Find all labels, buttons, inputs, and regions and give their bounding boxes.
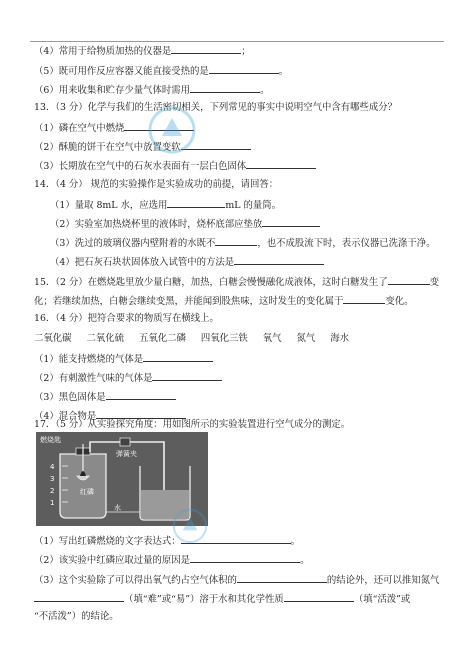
q14-item2: （2）实验室加热烧杯里的液体时，烧杯底部应垫放: [50, 216, 320, 231]
header-rule: [30, 41, 444, 42]
spring-clamp: [120, 438, 130, 446]
q17-item3-line2: （填“难”或“易”）溶于水和其化学性质 （填“活泼”或: [34, 591, 410, 606]
q16-item3: （3）黑色固体是: [34, 389, 176, 404]
q15-line2: 化；若继续加热，白糖会继续变黑，并能闻到股焦味，这时发生的变化属于 变化。: [34, 293, 414, 308]
clamp-label: 弹簧夹: [116, 450, 137, 458]
q13-item3: （3）长期放在空气中的石灰水表面有一层白色固体: [34, 158, 316, 173]
q16-stem: 16．（4 分）把符合要求的物质写在横线上。: [34, 313, 219, 324]
q14-item1: （1）量取 8mL 水，应选用 mL 的量筒。: [50, 197, 281, 212]
phosphorus-label: 红磷: [80, 488, 94, 496]
q13-stem: 13．（3 分）化学与我们的生活密切相关，下列常见的事实中说明空气中含有哪些成分？: [34, 102, 398, 113]
substance: 氧气: [262, 333, 282, 344]
substance: 二氧化硫: [86, 333, 125, 344]
q14-stem: 14．（4 分） 规范的实验操作是实验成功的前提，请回答：: [34, 179, 279, 190]
substance: 五氧化二磷: [139, 333, 186, 344]
watermark-logo-icon: [168, 504, 212, 548]
q17-item2: （2）该实验中红磷应取过量的原因是 。: [34, 552, 309, 567]
substance: 二氧化碳: [34, 333, 72, 344]
q17-item3-line3: “不活泼”）的结论。: [34, 611, 119, 622]
answer-blank[interactable]: [234, 254, 324, 265]
q14-item4: （4）把石灰石块状固体放入试管中的方法是: [50, 254, 324, 269]
answer-blank[interactable]: [237, 572, 327, 583]
q15-line1: 15．（2 分）在燃烧匙里放少量白糖，加热，白糖会慢慢融化成液体，这时白糖发生了 变: [34, 274, 439, 289]
q17-item1: （1）写出红磷燃烧的文字表达式： 。: [34, 533, 300, 548]
q12-item6: （6）用来收集和贮存少量气体时需用 。: [34, 82, 269, 97]
q17-item3-line1: （3）这个实验除了可以得出氧气约占空气体积的 的结论外，还可以推知氮气: [34, 572, 439, 587]
answer-blank[interactable]: [190, 552, 300, 563]
q14-item3: （3）洗过的玻璃仪器内壁附着的水既不 ，也不成股流下时，表示仪器已洗涤干净。: [50, 235, 435, 250]
answer-blank[interactable]: [246, 158, 316, 169]
q12-item5: （5）既可用作反应容器又能直接受热的是 。: [34, 63, 288, 78]
q16-item2: （2）有刺激性气味的气体是: [34, 370, 222, 385]
answer-blank[interactable]: [171, 43, 241, 54]
substance: 海水: [330, 333, 350, 344]
scale-label: 4: [50, 463, 55, 471]
answer-blank[interactable]: [215, 235, 257, 246]
answer-blank[interactable]: [262, 216, 320, 227]
answer-blank[interactable]: [106, 389, 176, 400]
answer-blank[interactable]: [388, 274, 430, 285]
answer-blank[interactable]: [167, 197, 225, 208]
answer-blank[interactable]: [284, 591, 354, 602]
q13-item1: （1）磷在空气中燃烧: [34, 120, 194, 135]
substance: 氮气: [296, 333, 316, 344]
q13-item2: （2）酥脆的饼干在空气中放置变软: [34, 139, 251, 154]
q16-substance-list: [34, 332, 361, 345]
q12-item4: （4）常用于给物质加热的仪器是 ；: [34, 43, 251, 58]
q17-stem: 17．（5 分）从实验探究角度：用如图所示的实验装置进行空气成分的测定。: [34, 419, 351, 430]
answer-blank[interactable]: [34, 591, 124, 602]
answer-blank[interactable]: [190, 82, 260, 93]
substance: 四氧化三铁: [200, 333, 248, 344]
answer-blank[interactable]: [143, 351, 213, 362]
answer-blank[interactable]: [209, 63, 279, 74]
scale-label: 3: [50, 475, 55, 483]
answer-blank[interactable]: [343, 293, 385, 304]
scale-label: 1: [50, 499, 55, 507]
spoon-label: 燃烧匙: [40, 436, 61, 444]
scale-label: 2: [50, 487, 55, 495]
q16-item4: （4）混合物是: [34, 408, 186, 423]
q16-item1: （1）能支持燃烧的气体是: [34, 351, 213, 366]
answer-blank[interactable]: [152, 370, 222, 381]
water-label: 水: [114, 504, 121, 512]
watermark-logo-icon: [142, 100, 202, 160]
